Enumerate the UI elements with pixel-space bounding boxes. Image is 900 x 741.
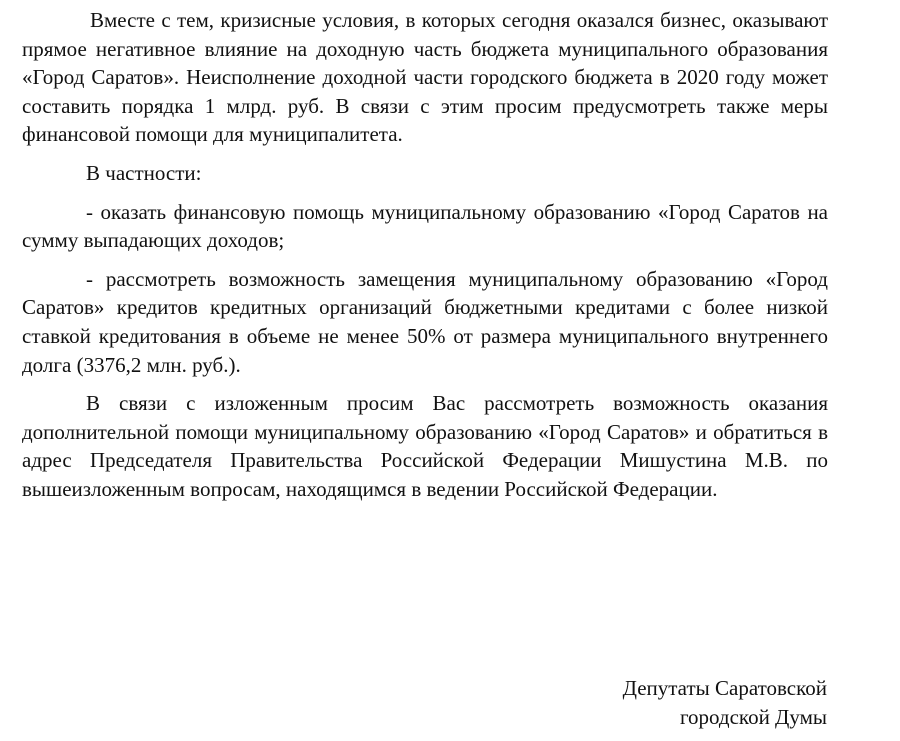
signature-line-2: городской Думы [679,705,827,729]
signature-line-1: Депутаты Саратовской [622,676,827,700]
paragraph-financial-aid-request: - оказать финансовую помощь муниципальному образованию «Город Саратов на сумму выпадающих доходов; [22,199,828,253]
paragraph-in-particular: В частности: [86,160,202,185]
letter-body [22,6,828,504]
paragraph-budget-impact: Вместе с тем, кризисные условия, в которых сегодня оказался бизнес, оказывают прямое негативное влияние на доходную часть бюджета муниципального образования «Город Саратов». Неисполнение доходной части городского бюджета в 2020 году может составить порядка 1 млрд. руб. В связи с этим просим предусмотреть также меры финансовой помощи для муниципалитета. [22,8,828,147]
paragraph-credit-replacement-request: - рассмотреть возможность замещения муниципальному образованию «Город Саратов» кредитов кредитных организаций бюджетными кредитами с более низкой ставкой кредитования в объеме не менее 50% от размера муниципального внутреннего долга (3376,2 млн. руб.). [22,266,828,377]
paragraph-conclusion: В связи с изложенным просим Вас рассмотреть возможность оказания дополнительной помощи муниципальному образованию «Город Саратов» и обратиться в адрес Председателя Правительства Российской Федерации Мишустина М.В. по вышеизложенным вопросам, находящимся в ведении Российской Федерации. [22,391,828,501]
signature-block [623,674,827,732]
